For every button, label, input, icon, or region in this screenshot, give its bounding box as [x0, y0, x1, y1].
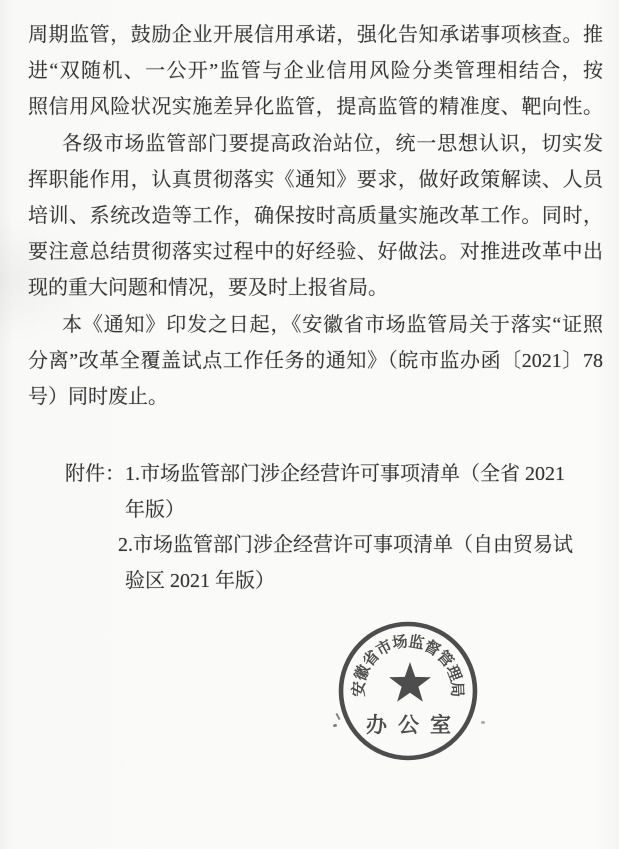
text-line: 进“双随机、一公开”监管与企业信用风险分类管理相结合，按 — [28, 60, 603, 83]
text-line: 年版） — [125, 498, 185, 521]
attachments-section — [28, 457, 613, 599]
text-line: 附件：1.市场监管部门涉企经营许可事项清单（全省 2021 — [65, 463, 565, 485]
seal-ring-text: 安徽省市场监督管理局 — [350, 633, 466, 698]
seal-star-icon — [389, 662, 431, 702]
text-line: 要注意总结贯彻落实过程中的好经验、好做法。对推进改革中出 — [28, 241, 603, 264]
text-line: 照信用风险状况实施差异化监管，提高监管的精准度、靶向性。 — [28, 96, 603, 119]
body-text — [28, 17, 603, 415]
official-seal — [333, 616, 483, 766]
text-line: 培训、系统改造等工作，确保按时高质量实施改革工作。同时， — [28, 204, 603, 227]
ink-speck — [481, 721, 485, 724]
text-line: 本《通知》印发之日起，《安徽省市场监管局关于落实“证照 — [62, 313, 603, 336]
text-line: 挥职能作用，认真贯彻落实《通知》要求，做好政策解读、人员 — [28, 168, 603, 191]
text-line: 验区 2021 年版） — [125, 569, 275, 592]
text-line: 现的重大问题和情况，要及时上报省局。 — [28, 277, 388, 300]
text-line: 2.市场监管部门涉企经营许可事项清单（自由贸易试 — [118, 534, 573, 556]
text-line: 周期监管，鼓励企业开展信用承诺，强化告知承诺事项核查。推 — [28, 24, 603, 46]
text-line: 号）同时废止。 — [28, 385, 168, 408]
text-line: 分离”改革全覆盖试点工作任务的通知》（皖市监办函〔2021〕78 — [28, 349, 603, 372]
text-line: 各级市场监管部门要提高政治站位，统一思想认识，切实发 — [62, 132, 603, 155]
seal-office-text: 办公室 — [366, 713, 462, 737]
